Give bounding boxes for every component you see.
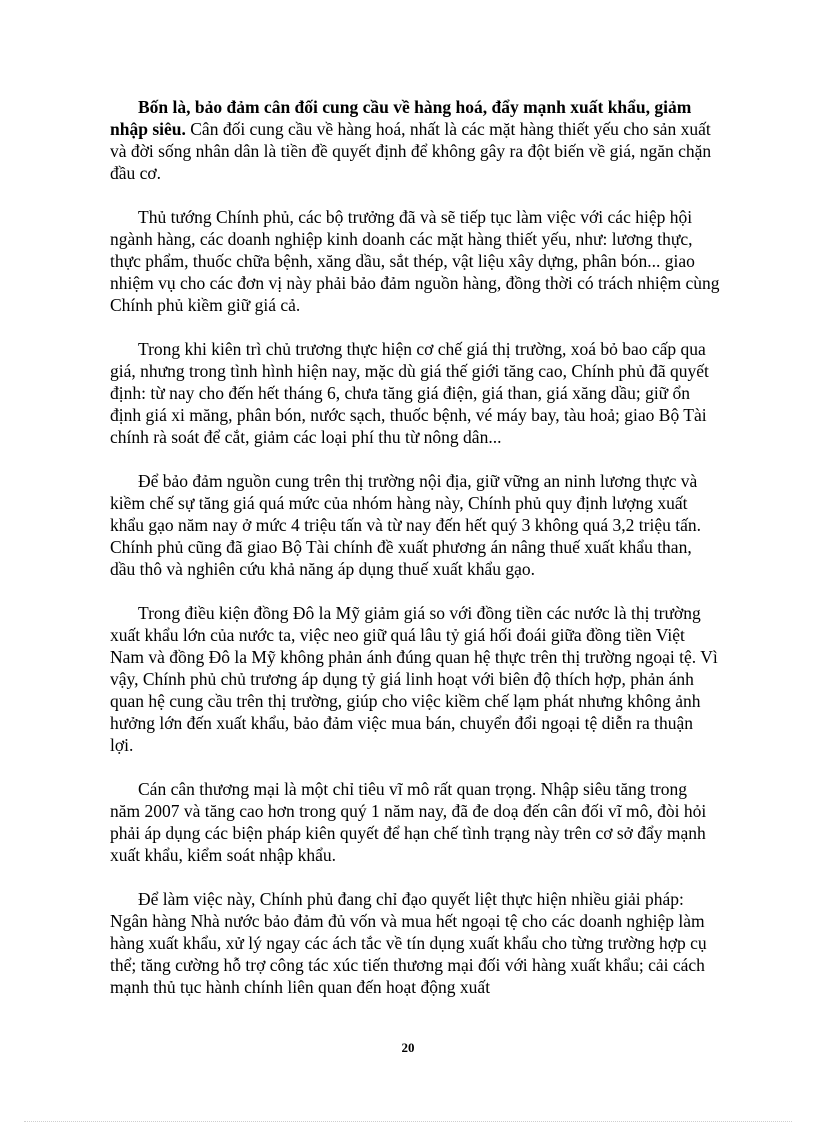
page-bottom-divider [24,1121,792,1122]
paragraph-7-text: Để làm việc này, Chính phủ đang chỉ đạo quyết liệt thực hiện nhiều giải pháp: Ngân hàng Nhà nước bảo đảm đủ vốn và mua hết ngoại tệ cho các doanh nghiệp làm hàng xuất khẩu, xử lý ngay các ách tắc về tín dụng xuất khẩu cho từng trường hợp cụ thể; tăng cường hỗ trợ công tác xúc tiến thương mại đối với hàng xuất khẩu; cải cách mạnh thủ tục hành chính liên quan đến hoạt động xuất [110,889,707,997]
paragraph-2 [110,206,720,316]
paragraph-7 [110,888,720,998]
document-body [110,96,720,1020]
paragraph-4-text: Để bảo đảm nguồn cung trên thị trường nội địa, giữ vững an ninh lương thực và kiềm chế sự tăng giá quá mức của nhóm hàng này, Chính phủ quy định lượng xuất khẩu gạo năm nay ở mức 4 triệu tấn và từ nay đến hết quý 3 không quá 3,2 triệu tấn. Chính phủ cũng đã giao Bộ Tài chính đề xuất phương án nâng thuế xuất khẩu than, dầu thô và nghiên cứu khả năng áp dụng thuế xuất khẩu gạo. [110,471,701,579]
paragraph-5 [110,602,720,756]
paragraph-5-text: Trong điều kiện đồng Đô la Mỹ giảm giá so với đồng tiền các nước là thị trường xuất khẩu lớn của nước ta, việc neo giữ quá lâu tỷ giá hối đoái giữa đồng tiền Việt Nam và đồng Đô la Mỹ không phản ánh đúng quan hệ thực trên thị trường ngoại tệ. Vì vậy, Chính phủ chủ trương áp dụng tỷ giá linh hoạt với biên độ thích hợp, phản ánh quan hệ cung cầu trên thị trường, giúp cho việc kiềm chế lạm phát nhưng không ảnh hưởng lớn đến xuất khẩu, bảo đảm việc mua bán, chuyển đổi ngoại tệ diễn ra thuận lợi. [110,603,718,755]
paragraph-2-text: Thủ tướng Chính phủ, các bộ trưởng đã và sẽ tiếp tục làm việc với các hiệp hội ngành hàng, các doanh nghiệp kinh doanh các mặt hàng thiết yếu, như: lương thực, thực phẩm, thuốc chữa bệnh, xăng dầu, sắt thép, vật liệu xây dựng, phân bón... giao nhiệm vụ cho các đơn vị này phải bảo đảm nguồn hàng, đồng thời có trách nhiệm cùng Chính phủ kiềm giữ giá cả. [110,207,720,315]
page-number: 20 [401,1040,415,1055]
paragraph-4 [110,470,720,580]
paragraph-6 [110,778,720,866]
paragraph-1-text: Cân đối cung cầu về hàng hoá, nhất là các mặt hàng thiết yếu cho sản xuất và đời sống nhân dân là tiền đề quyết định để không gây ra đột biến về giá, ngăn chặn đầu cơ. [110,119,712,183]
paragraph-6-text: Cán cân thương mại là một chỉ tiêu vĩ mô rất quan trọng. Nhập siêu tăng trong năm 2007 và tăng cao hơn trong quý 1 năm nay, đã đe doạ đến cân đối vĩ mô, đòi hỏi phải áp dụng các biện pháp kiên quyết để hạn chế tình trạng này trên cơ sở đẩy mạnh xuất khẩu, kiểm soát nhập khẩu. [110,779,707,865]
paragraph-1-bold-lead: Bốn là, bảo đảm cân đối cung cầu về hàng hoá, đẩy mạnh xuất khẩu, giảm nhập siêu. [110,97,692,139]
paragraph-3 [110,338,720,448]
paragraph-1 [110,96,720,184]
paragraph-3-text: Trong khi kiên trì chủ trương thực hiện cơ chế giá thị trường, xoá bỏ bao cấp qua giá, nhưng trong tình hình hiện nay, mặc dù giá thế giới tăng cao, Chính phủ đã quyết định: từ nay cho đến hết tháng 6, chưa tăng giá điện, giá than, giá xăng dầu; giữ ổn định giá xi măng, phân bón, nước sạch, thuốc bệnh, vé máy bay, tàu hoả; giao Bộ Tài chính rà soát để cắt, giảm các loại phí thu từ nông dân... [110,339,709,447]
